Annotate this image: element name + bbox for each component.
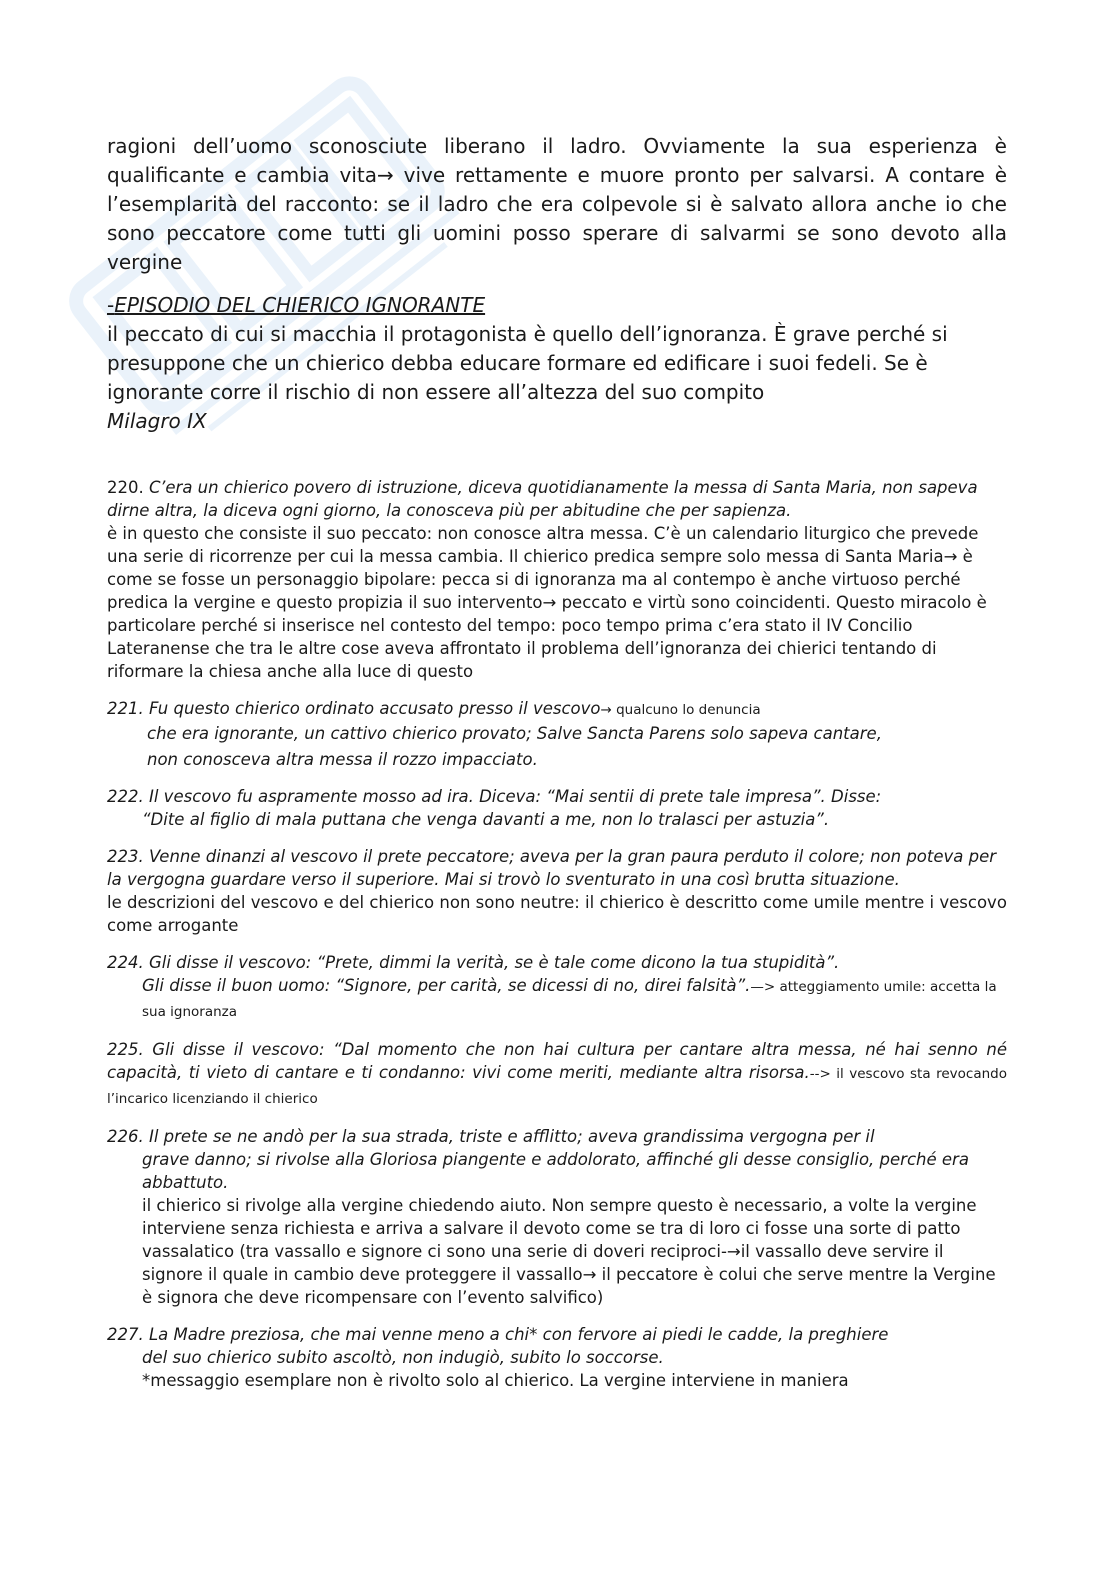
stanza-verse: 223. Venne dinanzi al vescovo il prete peccatore; aveva per la gran paura perduto il colore; non poteva per la vergogna guardare verso il superiore. Mai si trovò lo sventurato in una così brutta situazione. <box>107 847 997 889</box>
stanza-verse-line: 227. La Madre preziosa, che mai venne meno a chi* con fervore ai piedi le cadde, la preghiere <box>107 1325 889 1344</box>
stanza-227 <box>107 1323 1007 1392</box>
section-body: il peccato di cui si macchia il protagonista è quello dell’ignoranza. È grave perché si presuppone che un chierico debba educare formare ed edificare i suoi fedeli. Se è ignorante corre il rischio di non essere all’altezza del suo compito <box>107 322 948 404</box>
stanza-224 <box>107 951 1007 1024</box>
stanza-comment: è in questo che consiste il suo peccato: non conosce altra messa. C’è un calendario liturgico che prevede una serie di ricorrenze per cui la messa cambia. Il chierico predica sempre solo messa di Santa Maria→ è come se fosse un personaggio bipolare: pecca si di ignoranza ma al contempo è anche virtuoso perché predica la vergine e questo propizia il suo intervento→ peccato e virtù sono coincidenti. Questo miracolo è particolare perché si inserisce nel contesto del tempo: poco tempo prima c’era stato il IV Concilio Lateranense che tra le altre cose aveva affrontato il problema dell’ignoranza dei chierici tentando di riformare la chiesa anche alla luce di questo <box>107 524 987 681</box>
stanza-verse-line: 224. Gli disse il vescovo: “Prete, dimmi la verità, se è tale come dicono la tua stupidità”. <box>107 953 840 972</box>
stanza-verse-line: non conosceva altra messa il rozzo impacciato. <box>147 750 538 769</box>
stanza-223 <box>107 845 1007 937</box>
stanza-comment: le descrizioni del vescovo e del chierico non sono neutre: il chierico è descritto come umile mentre i vescovo come arrogante <box>107 893 1007 935</box>
stanza-verse-line: che era ignorante, un cattivo chierico provato; Salve Sancta Parens solo sapeva cantare, <box>147 724 882 743</box>
section-heading <box>107 291 1007 320</box>
heading-dash: - <box>107 293 115 317</box>
stanza-verse-line: 221. Fu questo chierico ordinato accusato presso il vescovo <box>107 699 601 718</box>
section-title: EPISODIO DEL CHIERICO IGNORANTE <box>114 293 486 317</box>
stanza-verse-line: “Dite al figlio di mala puttana che venga davanti a me, non lo tralasci per astuzia”. <box>142 810 830 829</box>
stanza-verse-line: grave danno; si rivolse alla Gloriosa piangente e addolorato, affinché gli desse consiglio, perché era abbattuto. <box>142 1150 969 1192</box>
stanza-note: --> il vescovo sta revocando l’incarico licenziando il chierico <box>107 1066 1008 1107</box>
stanza-221 <box>107 697 1007 771</box>
stanza-verse-line: Gli disse il buon uomo: “Signore, per carità, se dicessi di no, direi falsità”. <box>142 976 751 995</box>
stanza-225 <box>107 1038 1007 1111</box>
stanza-verse-line: 226. Il prete se ne andò per la sua strada, triste e afflitto; aveva grandissima vergogna per il <box>107 1127 875 1146</box>
intro-paragraph <box>107 132 1007 277</box>
stanza-226 <box>107 1125 1007 1309</box>
stanza-verse-line: 222. Il vescovo fu aspramente mosso ad ira. Diceva: “Mai sentii di prete tale impresa”. Disse: <box>107 787 882 806</box>
stanza-comment: il chierico si rivolge alla vergine chiedendo aiuto. Non sempre questo è necessario, a volte la vergine interviene senza richiesta e arriva a salvare il devoto come se tra di loro ci fosse una sorte di patto vassalatico (tra vassallo e signore ci sono una serie di doveri reciproci-→il vassallo deve servire il signore il quale in cambio deve proteggere il vassallo→ il peccatore è colui che serve mentre la Vergine è signora che deve ricompensare con l’evento salvifico) <box>142 1196 996 1307</box>
stanza-verse: C’era un chierico povero di istruzione, diceva quotidianamente la messa di Santa Maria, non sapeva dirne altra, la diceva ogni giorno, la conosceva più per abitudine che per sapienza. <box>107 478 978 520</box>
document-page <box>107 132 1007 1392</box>
stanza-220 <box>107 476 1007 683</box>
stanza-note: —> atteggiamento umile: accetta la sua ignoranza <box>142 979 997 1020</box>
stanza-222 <box>107 785 1007 831</box>
stanza-verse: 225. Gli disse il vescovo: “Dal momento che non hai cultura per cantare altra messa, né hai senno né capacità, ti vieto di cantare e ti condanno: vivi come meriti, mediante altra risorsa. <box>107 1040 1007 1082</box>
stanza-number: 220. <box>107 478 149 497</box>
stanza-note: → qualcuno lo denuncia <box>600 702 761 718</box>
stanza-verse-line: del suo chierico subito ascoltò, non indugiò, subito lo soccorse. <box>142 1348 664 1367</box>
stanza-comment: *messaggio esemplare non è rivolto solo al chierico. La vergine interviene in maniera <box>142 1371 849 1390</box>
section-subtitle: Milagro IX <box>107 409 207 433</box>
intro-text: ragioni dell’uomo sconosciute liberano il ladro. Ovviamente la sua esperienza è qualificante e cambia vita→ vive rettamente e muore pronto per salvarsi. A contare è l’esemplarità del racconto: se il ladro che era colpevole si è salvato allora anche io che sono peccatore come tutti gli uomini posso sperare di salvarmi se sono devoto alla vergine <box>107 134 1007 274</box>
